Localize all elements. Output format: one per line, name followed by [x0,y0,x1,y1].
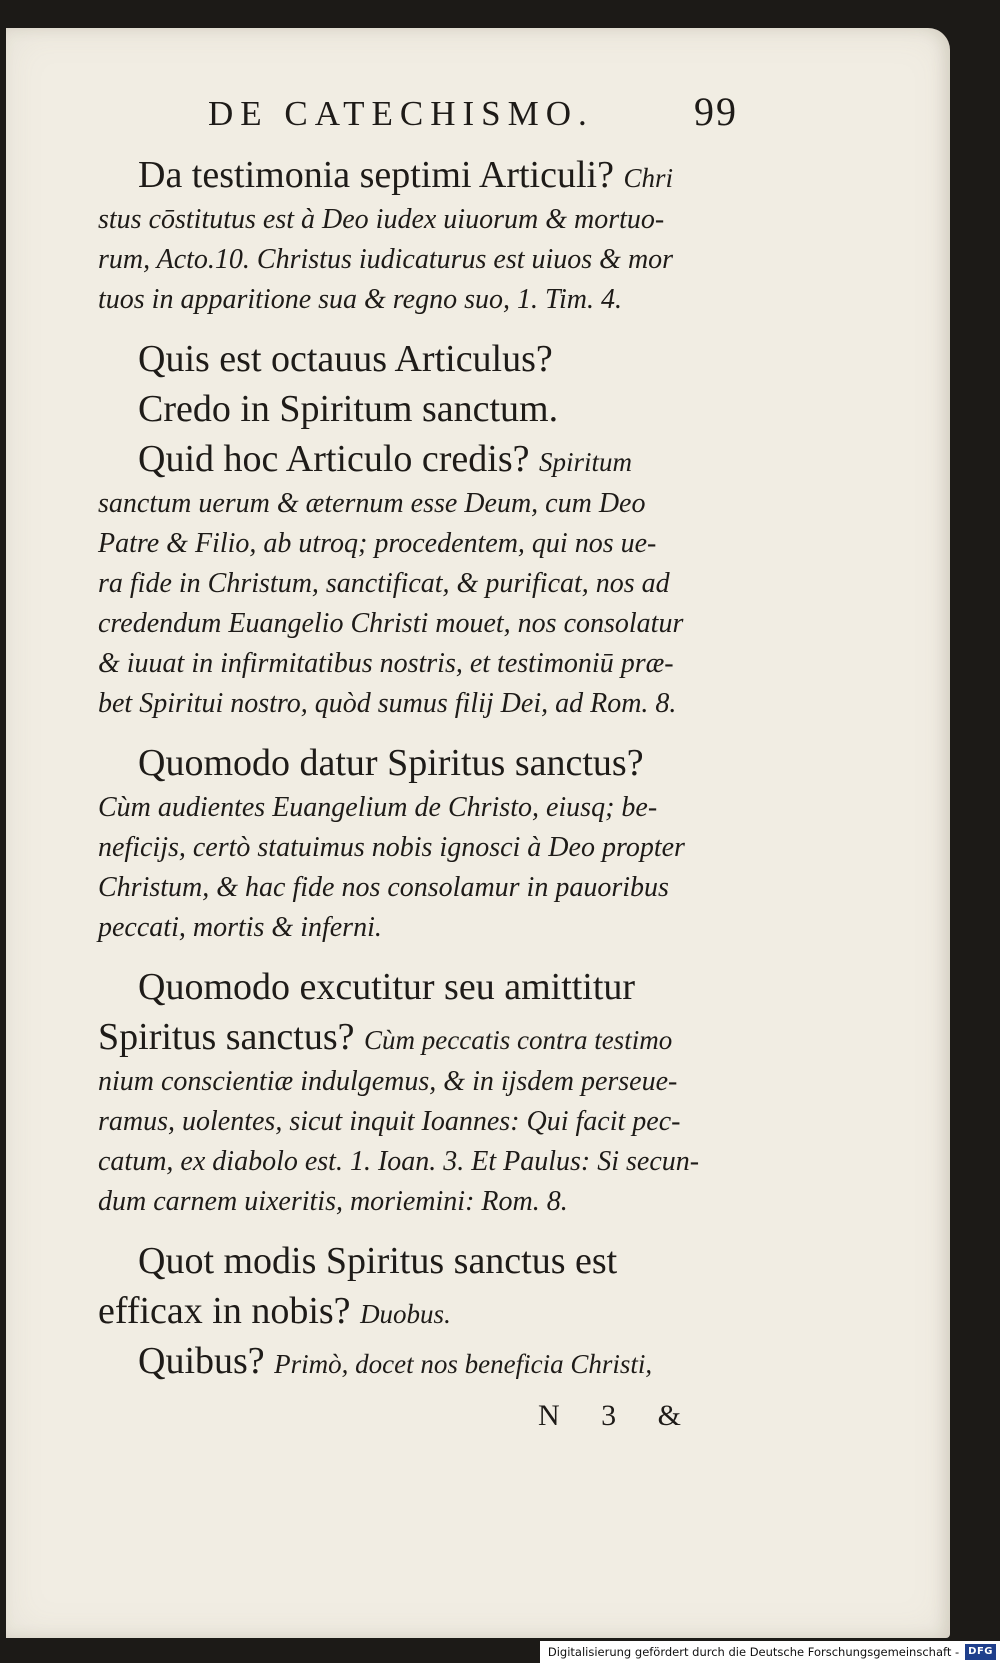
answer-line: dum carnem uixeritis, moriemini: Rom. 8. [98,1186,568,1217]
paragraph-gap [98,320,738,334]
question-text: efficax in nobis? [98,1290,351,1332]
answer-line: neficijs, certò statuimus nobis ignosci à Deo propter [98,832,685,863]
page-body [98,150,738,1386]
answer-line: Patre & Filio, ab utroq; procedentem, qui nos ue- [98,528,657,559]
answer-text: Spiritum [539,447,633,477]
question-text: Quis est octauus Articulus? [138,338,553,380]
question-text: Quot modis Spiritus sanctus est [138,1240,618,1282]
digitization-footer [540,1641,1000,1663]
signature-mark: N 3 & [538,1399,681,1432]
footer-text: Digitalisierung gefördert durch die Deutsche Forschungsgemeinschaft - [547,1645,960,1659]
answer-line: ra fide in Christum, sanctificat, & purificat, nos ad [98,568,670,599]
question-text: Quibus? [138,1340,265,1382]
answer-line: tuos in apparitione sua & regno suo, 1. Tim. 4. [98,284,623,315]
question-text: Quomodo datur Spiritus sanctus? [138,742,644,784]
question-text: Spiritus sanctus? [98,1016,355,1058]
question-line [98,1336,738,1386]
answer-line: peccati, mortis & inferni. [98,912,382,943]
answer-line: & iuuat in infirmitatibus nostris, et testimoniū præ- [98,648,674,679]
page-number: 99 [694,89,738,134]
answer-text: Duobus. [360,1299,451,1329]
answer-line: sanctum uerum & æternum esse Deum, cum Deo [98,488,646,519]
question-text: Credo in Spiritum sanctum. [138,388,559,430]
question-line [98,1236,738,1286]
answer-line: Christum, & hac fide nos consolamur in pauoribus [98,872,669,903]
answer-line: catum, ex diabolo est. 1. Ioan. 3. Et Paulus: Si secun- [98,1146,700,1177]
answer-text: Primò, docet nos beneficia Christi, [274,1349,653,1379]
question-line [98,962,738,1012]
book-page [6,28,950,1638]
question-text: Da testimonia septimi Articuli? [138,154,614,196]
question-text: Quid hoc Articulo credis? [138,438,530,480]
paragraph-gap [98,724,738,738]
text-block [98,88,738,1438]
paragraph-gap [98,948,738,962]
answer-line: nium conscientiæ indulgemus, & in ijsdem perseue- [98,1066,678,1097]
answer-line: Cùm audientes Euangelium de Christo, eiusq; be- [98,792,658,823]
answer-text: Cùm peccatis contra testimo [363,1025,673,1055]
question-line [98,334,738,384]
question-line [98,150,738,200]
answer-line: stus cōstitutus est à Deo iudex uiuorum & mortuo- [98,204,665,235]
answer-line: ramus, uolentes, sicut inquit Ioannes: Qui facit pec- [98,1106,681,1137]
question-line [98,434,738,484]
answer-text: Chri [623,163,673,193]
answer-line: rum, Acto.10. Christus iudicaturus est uiuos & mor [98,244,674,275]
answer-line: credendum Euangelio Christi mouet, nos consolatur [98,608,684,639]
question-text: Quomodo excutitur seu amittitur [138,966,636,1008]
question-line [98,738,738,788]
header-title: DE CATECHISMO. [208,94,594,133]
question-line [98,1012,738,1062]
answer-line: bet Spiritui nostro, quòd sumus filij Dei, ad Rom. 8. [98,688,677,719]
question-line [98,384,738,434]
question-line [98,1286,738,1336]
dfg-logo: DFG [965,1644,996,1660]
running-header [208,88,738,144]
paragraph-gap [98,1222,738,1236]
